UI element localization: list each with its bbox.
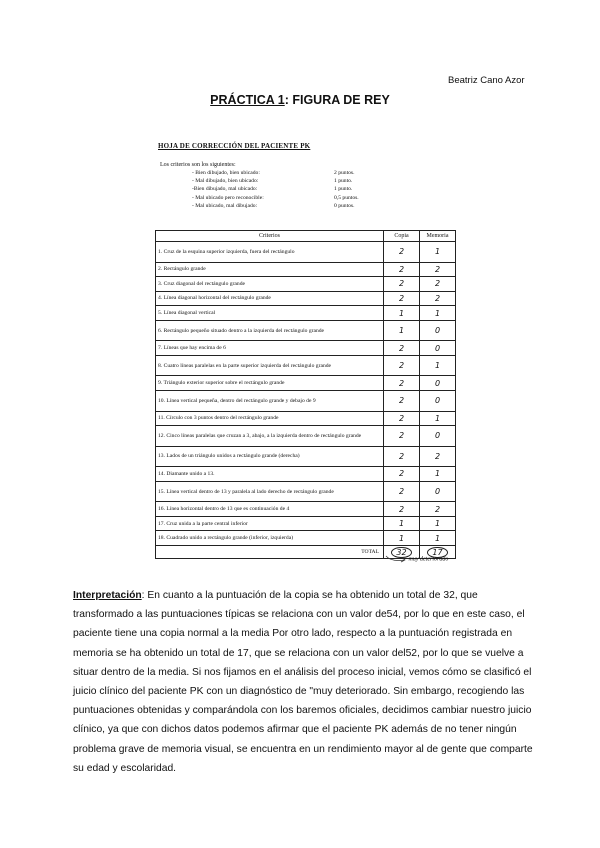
criterion-label: - Bien dibujado, bien ubicado: (192, 170, 260, 176)
copia-cell: 2 (384, 391, 420, 412)
criterion-points: 1 punto. (334, 178, 353, 185)
criterion-cell: 16. Línea horizontal dentro de 13 que es continuación de 4 (156, 502, 384, 517)
table-row (156, 516, 456, 531)
memoria-cell: 1 (420, 355, 456, 376)
copia-cell: 2 (384, 262, 420, 277)
copia-cell: 2 (384, 277, 420, 292)
total-label: TOTAL (156, 546, 384, 559)
table-row (156, 341, 456, 356)
criterion-cell: 1. Cruz de la esquina superior izquierda, fuera del rectángulo (156, 242, 384, 263)
criterion-cell: 13. Lados de un triángulo unidos a rectángulo grande (derecha) (156, 446, 384, 467)
criterion-cell: 3. Cruz diagonal del rectángulo grande (156, 277, 384, 292)
criteria-intro: Los criterios son los siguientes: (160, 162, 236, 168)
criterion-cell: 9. Triángulo exterior superior sobre el rectángulo grande (156, 376, 384, 391)
criterion-label: - Mal dibujado, bien ubicado: (192, 178, 259, 185)
memoria-cell: 1 (420, 306, 456, 321)
table-row (156, 467, 456, 482)
criterion-cell: 4. Línea diagonal horizontal del rectángulo grande (156, 291, 384, 306)
total-memoria-value: 17 (427, 547, 447, 558)
criterion-cell: 7. Líneas que hay encima de 6 (156, 341, 384, 356)
criterion-cell: 6. Rectángulo pequeño situado dentro a la izquierda del rectángulo grande (156, 320, 384, 341)
criterion-cell: 15. Línea vertical dentro de 13 y paralela al lado derecho de rectángulo grande (156, 481, 384, 502)
memoria-cell: 1 (420, 411, 456, 426)
copia-cell: 2 (384, 411, 420, 426)
copia-cell: 2 (384, 426, 420, 447)
memoria-cell: 0 (420, 481, 456, 502)
table-row (156, 391, 456, 412)
copia-cell: 2 (384, 502, 420, 517)
interpretation-label: Interpretación (73, 590, 142, 601)
memoria-cell: 2 (420, 502, 456, 517)
copia-cell: 1 (384, 306, 420, 321)
copia-cell: 1 (384, 320, 420, 341)
memoria-cell: 1 (420, 516, 456, 531)
copia-cell: 2 (384, 242, 420, 263)
table-header-row (156, 231, 456, 242)
memoria-cell: 0 (420, 376, 456, 391)
criterion-cell: 5. Línea diagonal vertical (156, 306, 384, 321)
header-copia: Copia (384, 231, 420, 242)
copia-cell: 2 (384, 446, 420, 467)
criterion-cell: 10. Línea vertical pequeña, dentro del rectángulo grande y debajo de 9 (156, 391, 384, 412)
sheet-heading: HOJA DE CORRECCIÓN DEL PACIENTE PK (158, 142, 311, 150)
copia-cell: 2 (384, 355, 420, 376)
table-row (156, 531, 456, 546)
criterion-points: 2 puntos. (334, 170, 355, 176)
criterion-cell: 12. Cinco líneas paralelas que cruzan a 3, abajo, a la izquierda dentro de rectángulo grande (156, 426, 384, 447)
table-row (156, 446, 456, 467)
memoria-cell: 0 (420, 391, 456, 412)
copia-cell: 1 (384, 516, 420, 531)
title-rest: : FIGURA DE REY (284, 93, 390, 107)
copia-cell: 2 (384, 376, 420, 391)
criterion-cell: 2. Rectángulo grande (156, 262, 384, 277)
total-copia-value: 32 (391, 547, 411, 558)
table-row (156, 411, 456, 426)
criterion-cell: 18. Cuadrado unido a rectángulo grande (inferior, izquierda) (156, 531, 384, 546)
criterion-cell: 17. Cruz unida a la parte central inferior (156, 516, 384, 531)
title-practice-number: PRÁCTICA 1 (210, 93, 285, 107)
author-name: Beatriz Cano Azor (448, 75, 525, 86)
handwritten-note-text: muy deteriorado (408, 556, 449, 563)
header-memoria: Memoria (420, 231, 456, 242)
table-row (156, 262, 456, 277)
score-table (155, 230, 456, 559)
memoria-cell: 0 (420, 426, 456, 447)
table-row (156, 376, 456, 391)
criterion-label: - Mal ubicado pero reconocible: (192, 194, 264, 201)
table-row (156, 277, 456, 292)
memoria-cell: 1 (420, 531, 456, 546)
copia-cell: 2 (384, 467, 420, 482)
memoria-cell: 1 (420, 242, 456, 263)
interpretation-paragraph (73, 586, 533, 778)
memoria-cell: 1 (420, 467, 456, 482)
criterion-label: - Mal ubicado, mal dibujado: (192, 202, 258, 209)
memoria-cell: 0 (420, 320, 456, 341)
table-row (156, 355, 456, 376)
criterion-points: 1 punto. (334, 186, 353, 193)
interpretation-text: : En cuanto a la puntuación de la copia se ha obtenido un total de 32, que transformado a las puntuaciones típicas se relaciona con un valor de54, por lo que en este caso, el paciente tiene una copia normal a la media Por otro lado, respecto a la puntuación registrada en memoria se ha obtenido un total de 17, que se relaciona con un valor del52, por lo que se vuelve a situar dentro de la media. Si nos fijamos en el análisis del proceso inicial, vemos cómo se clasificó el juicio clínico del paciente PK con un diagnóstico de "muy deteriorado. Sin embargo, recogiendo las puntuaciones obtenidas y comparándola con los baremos oficiales, decidimos cambiar nuestro juicio clínico, ya que con dichos datos podemos afirmar que el paciente PK además de no tener ningún problema grave de memoria visual, se encuentra en un rendimiento mayor al de gente que comparte su edad y escolaridad. (73, 590, 533, 774)
memoria-cell: 2 (420, 291, 456, 306)
table-row (156, 306, 456, 321)
table-row (156, 481, 456, 502)
criterion-cell: 8. Cuatro líneas paralelas en la parte superior izquierda del rectángulo grande (156, 355, 384, 376)
arrow-icon (385, 555, 407, 563)
copia-cell: 2 (384, 341, 420, 356)
criterion-cell: 14. Diamante unido a 13. (156, 467, 384, 482)
criterion-points: 0,5 puntos. (334, 194, 359, 201)
copia-cell: 1 (384, 531, 420, 546)
table-row (156, 242, 456, 263)
page-title (0, 93, 600, 107)
memoria-cell: 0 (420, 341, 456, 356)
memoria-cell: 2 (420, 446, 456, 467)
memoria-cell: 2 (420, 262, 456, 277)
table-row (156, 426, 456, 447)
criterion-points: 0 puntos. (334, 202, 355, 209)
handwritten-note (385, 555, 448, 563)
memoria-cell: 2 (420, 277, 456, 292)
criterion-label: -Bien dibujado, mal ubicado: (192, 186, 258, 193)
table-row (156, 291, 456, 306)
criterion-cell: 11. Círculo con 3 puntos dentro del rectángulo grande (156, 411, 384, 426)
header-criterios: Criterios (156, 231, 384, 242)
table-row (156, 320, 456, 341)
copia-cell: 2 (384, 291, 420, 306)
table-row (156, 502, 456, 517)
copia-cell: 2 (384, 481, 420, 502)
